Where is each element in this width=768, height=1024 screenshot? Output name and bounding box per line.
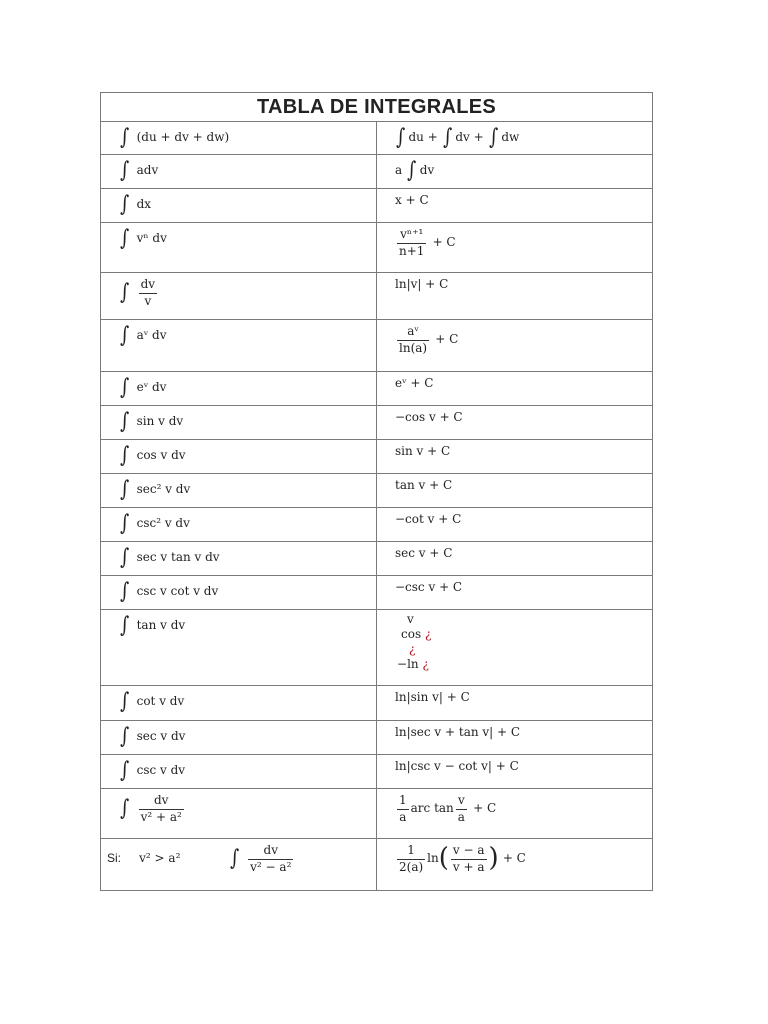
denominator: v² − a² <box>250 859 292 874</box>
integral-cell <box>101 839 377 891</box>
integral-cell <box>101 189 377 223</box>
paren-close: ) <box>488 843 499 874</box>
denominator: a <box>457 809 465 824</box>
result-part: du + <box>408 130 438 145</box>
integral-symbol: ∫ <box>120 545 130 570</box>
fraction <box>397 844 425 875</box>
integral-symbol: ∫ <box>120 796 130 822</box>
denominator: 2(a) <box>399 859 424 874</box>
integral-cell <box>101 320 377 372</box>
integrand: cos v dv <box>136 448 186 463</box>
result-line: cos ¿ <box>401 627 432 641</box>
integral-cell <box>101 721 377 755</box>
fraction <box>139 278 157 309</box>
integrand: csc² v dv <box>136 516 190 531</box>
table-row <box>101 440 653 474</box>
integral-symbol: ∫ <box>407 158 417 183</box>
result: ln|v| + C <box>395 277 449 291</box>
table-row <box>101 273 653 320</box>
integrand: sec v dv <box>136 729 186 744</box>
result-cell <box>377 189 653 223</box>
result-cell <box>377 542 653 576</box>
page-title: TABLA DE INTEGRALES <box>101 93 653 122</box>
table-row <box>101 686 653 721</box>
integral-cell <box>101 372 377 406</box>
table-row <box>101 839 653 891</box>
integral-symbol: ∫ <box>120 125 130 150</box>
integral-cell <box>101 508 377 542</box>
fraction <box>456 794 467 825</box>
integral-symbol: ∫ <box>120 323 130 348</box>
integral-symbol: ∫ <box>120 758 130 783</box>
table-row <box>101 406 653 440</box>
fraction <box>397 228 426 259</box>
integral-symbol: ∫ <box>396 125 406 150</box>
result-part: dw <box>501 130 520 145</box>
denominator: v <box>144 293 152 308</box>
result-part: + C <box>473 801 497 816</box>
condition: v² > a² <box>139 851 181 866</box>
integral-cell <box>101 223 377 273</box>
result: ln|sin v| + C <box>395 690 470 704</box>
integrand: (du + dv + dw) <box>136 130 230 145</box>
integral-symbol: ∫ <box>120 375 130 400</box>
fraction <box>397 325 429 356</box>
integral-symbol: ∫ <box>120 443 130 468</box>
integral-symbol: ∫ <box>120 192 130 217</box>
fraction <box>248 844 293 875</box>
result-part: arc tan <box>410 801 454 816</box>
table-row <box>101 155 653 189</box>
title-row <box>101 93 653 122</box>
fraction <box>451 844 487 875</box>
table-row <box>101 122 653 155</box>
result-cell <box>377 721 653 755</box>
result-part: ln <box>427 851 439 866</box>
fraction <box>139 794 184 825</box>
result-part: a <box>395 163 403 178</box>
integrand: eᵛ dv <box>136 380 167 395</box>
integrand: csc v dv <box>136 763 186 778</box>
table-row <box>101 372 653 406</box>
numerator: 1 <box>397 844 425 860</box>
result-line: v <box>407 612 414 626</box>
result-cell <box>377 372 653 406</box>
result-part: + C <box>502 851 526 866</box>
result-cell <box>377 508 653 542</box>
integral-cell <box>101 474 377 508</box>
integral-cell <box>101 755 377 789</box>
integral-cell <box>101 576 377 610</box>
result-cell <box>377 839 653 891</box>
integrand: tan v dv <box>136 618 186 633</box>
integral-cell <box>101 789 377 839</box>
result-part: dv <box>419 163 435 178</box>
result-part: + C <box>432 235 456 250</box>
result-cell <box>377 122 653 155</box>
result-line: −ln ¿ <box>397 657 429 671</box>
denominator: a <box>399 809 407 824</box>
integrand: sec v tan v dv <box>136 550 220 565</box>
integrand: sin v dv <box>136 414 184 429</box>
result-part: dv + <box>455 130 484 145</box>
integral-symbol: ∫ <box>120 511 130 536</box>
denominator: v² + a² <box>140 809 182 824</box>
integral-cell <box>101 122 377 155</box>
result-cell <box>377 789 653 839</box>
integrand: adv <box>136 163 159 178</box>
integral-symbol: ∫ <box>120 280 130 306</box>
integrand: aᵛ dv <box>136 328 167 343</box>
result: sec v + C <box>395 546 453 560</box>
result: ln|csc v − cot v| + C <box>395 759 519 773</box>
denominator: n+1 <box>399 243 425 258</box>
result: −csc v + C <box>395 580 463 594</box>
integral-cell <box>101 273 377 320</box>
integral-symbol: ∫ <box>443 125 453 150</box>
result: −cot v + C <box>395 512 462 526</box>
result: −cos v + C <box>395 410 463 424</box>
numerator: dv <box>139 794 184 810</box>
result-cell <box>377 610 653 686</box>
denominator: ln(a) <box>399 340 428 355</box>
integral-symbol: ∫ <box>120 689 130 714</box>
numerator: vⁿ⁺¹ <box>397 228 426 244</box>
table-row <box>101 508 653 542</box>
result-cell <box>377 223 653 273</box>
integral-symbol: ∫ <box>120 613 130 638</box>
denominator: v + a <box>452 859 485 874</box>
integral-cell <box>101 542 377 576</box>
table-row <box>101 755 653 789</box>
fraction <box>397 794 409 825</box>
table-row <box>101 223 653 273</box>
integral-cell <box>101 155 377 189</box>
integral-symbol: ∫ <box>229 846 239 872</box>
integral-symbol: ∫ <box>120 158 130 183</box>
integral-symbol: ∫ <box>120 226 130 251</box>
result: x + C <box>395 193 429 207</box>
table-row <box>101 474 653 508</box>
integrand: dx <box>136 197 152 212</box>
table-row <box>101 789 653 839</box>
numerator: dv <box>248 844 293 860</box>
table-row <box>101 189 653 223</box>
integral-symbol: ∫ <box>120 409 130 434</box>
integrand: csc v cot v dv <box>136 584 219 599</box>
integral-cell <box>101 610 377 686</box>
result-cell <box>377 273 653 320</box>
numerator: aᵛ <box>397 325 429 341</box>
integral-cell <box>101 440 377 474</box>
result-cell <box>377 155 653 189</box>
result: eᵛ + C <box>395 376 434 390</box>
integral-symbol: ∫ <box>120 477 130 502</box>
result-cell <box>377 576 653 610</box>
result: ln|sec v + tan v| + C <box>395 725 521 739</box>
table-row <box>101 610 653 686</box>
result: tan v + C <box>395 478 453 492</box>
table-row <box>101 320 653 372</box>
table-row <box>101 576 653 610</box>
numerator: v − a <box>451 844 487 860</box>
result-cell <box>377 406 653 440</box>
integrand: sec² v dv <box>136 482 191 497</box>
result-line: ¿ <box>409 642 416 656</box>
integral-symbol: ∫ <box>120 579 130 604</box>
paren-open: ( <box>438 843 449 874</box>
result-cell <box>377 755 653 789</box>
integrand: cot v dv <box>136 694 185 709</box>
table-row <box>101 721 653 755</box>
result-part: + C <box>435 332 459 347</box>
numerator: v <box>456 794 467 810</box>
result-cell <box>377 474 653 508</box>
integral-cell <box>101 686 377 721</box>
result-cell <box>377 686 653 721</box>
numerator: 1 <box>397 794 409 810</box>
result-cell <box>377 320 653 372</box>
integrals-table <box>100 92 653 891</box>
integral-cell <box>101 406 377 440</box>
integral-symbol: ∫ <box>488 125 499 150</box>
result-cell <box>377 440 653 474</box>
integrand: vⁿ dv <box>136 231 167 246</box>
numerator: dv <box>139 278 157 294</box>
result: sin v + C <box>395 444 451 458</box>
si-label: Si: <box>107 851 122 866</box>
table-row <box>101 542 653 576</box>
integral-symbol: ∫ <box>120 724 130 749</box>
